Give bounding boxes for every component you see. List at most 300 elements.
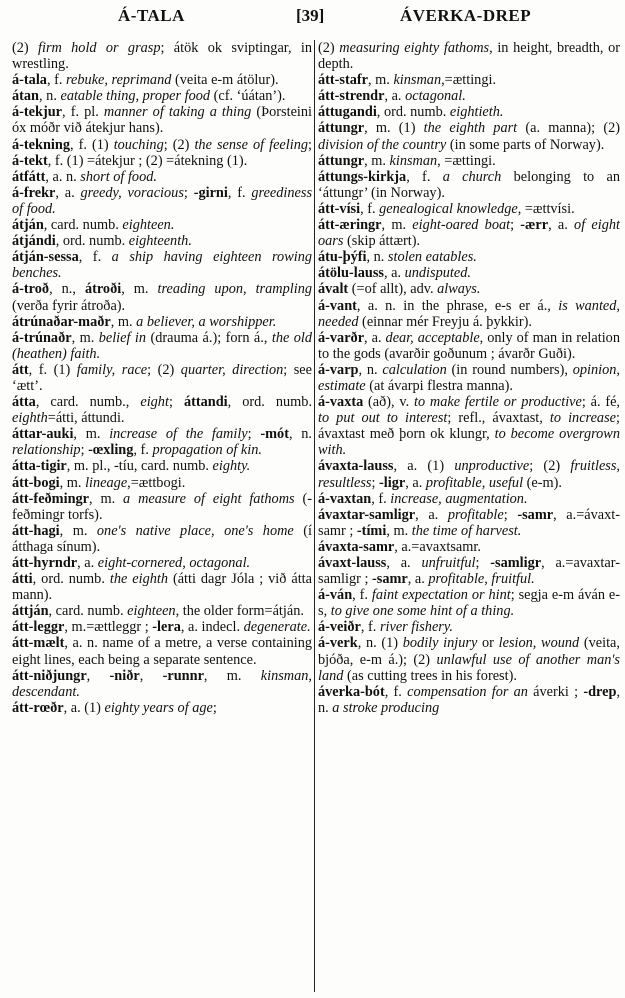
grammar-note: , m. [89, 490, 124, 507]
dictionary-entry [12, 523, 312, 555]
definition: eightieth. [449, 104, 504, 121]
grammar-note: , f. pl. [62, 104, 104, 121]
headword: átta [12, 394, 36, 411]
headword: -mót [260, 426, 289, 443]
column-divider [314, 40, 315, 992]
dictionary-entry [318, 539, 620, 555]
definition: quarter, direction [180, 361, 284, 378]
entry-text: or [477, 635, 499, 652]
entry-text: (veita e-m átölur). [171, 72, 279, 89]
grammar-note: , n. [288, 426, 312, 443]
definition: profitable, fruitful. [428, 571, 535, 588]
entry-text: ; [475, 555, 491, 571]
entry-text: (2) [12, 40, 38, 56]
grammar-note: , n., [49, 281, 85, 298]
definition: always. [437, 281, 481, 298]
definition: eight [140, 394, 169, 411]
dictionary-entry [12, 104, 312, 136]
definition: a ship having eighteen rowing benches. [12, 249, 312, 282]
headword: átt-æringr [318, 217, 382, 234]
entry-text: ; [212, 699, 217, 716]
definition: degenerate. [243, 619, 311, 636]
entry-text: áverki ; [527, 683, 584, 700]
definition: unlawful use of another man's land [318, 651, 620, 684]
entry-text: (e-m). [523, 474, 562, 491]
dictionary-entry [318, 587, 620, 619]
grammar-note: , a. [386, 555, 422, 571]
headword: átt-rœðr [12, 699, 64, 716]
definition: to give one some hint of a thing. [330, 603, 515, 620]
grammar-note: , a.=avaxtar-samligr ; [318, 555, 620, 588]
definition: one's native place, one's home [96, 522, 294, 539]
definition: propagation of kin. [152, 442, 262, 459]
definition: calculation [382, 361, 447, 378]
grammar-note: , card. numb., [35, 394, 141, 411]
definition: profitable, useful [425, 474, 524, 491]
headword: ávalt [318, 281, 349, 298]
dictionary-entry [318, 104, 620, 120]
grammar-note: , a. n. in the phrase, e-s er á., [356, 297, 559, 314]
definition: kinsman, descendant. [12, 667, 312, 700]
definition: touching [113, 136, 164, 153]
definition: eighty. [212, 458, 251, 475]
headword: áverka-bót [318, 683, 385, 700]
grammar-note: , m. (1) [364, 120, 424, 137]
definition: octagonal. [405, 88, 466, 105]
grammar-note: , m. pl., -tíu, card. numb. [66, 458, 213, 475]
headword: átt-stafr [318, 72, 369, 89]
definition: profitable [447, 506, 504, 523]
headword: -samligr [490, 555, 542, 571]
definition: unfruitful [421, 555, 476, 571]
headword: á-varðr [318, 329, 365, 346]
headword: á-vant [318, 297, 357, 314]
definition: lesion, wound [498, 635, 580, 652]
definition: river fishery. [379, 619, 453, 636]
dictionary-entry [12, 169, 312, 185]
dictionary-entry [12, 330, 312, 362]
headword: -ligr [379, 474, 406, 491]
headword: -samr [372, 571, 408, 588]
dictionary-entry [12, 88, 312, 104]
grammar-note: , f. [133, 442, 153, 459]
definition: eighth [12, 410, 48, 427]
headword: á-tekt [12, 152, 48, 169]
grammar-note: , m. [73, 426, 110, 443]
definition: the time of harvest. [411, 522, 522, 539]
dictionary-entry [318, 330, 620, 362]
entry-text: ; [247, 426, 261, 443]
entry-text: belonging to an ‘áttungr’ (in Norway). [318, 168, 620, 201]
entry-text: (at ávarpi flestra manna). [365, 377, 513, 394]
definition: is wanted, needed [318, 297, 620, 330]
entry-text: , =ættvísi. [517, 200, 575, 217]
headword: -lera [152, 619, 181, 636]
headword: áttar-auki [12, 426, 74, 443]
definition: a measure of eight fathoms [123, 490, 295, 507]
entry-text: ; átök ok sviptingar, in wrestling. [12, 40, 312, 73]
grammar-note: , f. [360, 200, 380, 217]
grammar-note: , [86, 667, 110, 684]
entry-text: (-feðmingr torfs). [12, 490, 312, 523]
dictionary-entry [318, 201, 620, 217]
definition: firm hold or grasp [38, 40, 161, 56]
entry-text: =átti, áttundi. [47, 410, 125, 427]
headword: á-tekjur [12, 104, 63, 121]
headword: átt-feðmingr [12, 490, 90, 507]
header-right-guideword: ÁVERKA-DREP [400, 6, 532, 25]
dictionary-entry [318, 507, 620, 539]
entry-text: , =ættingi. [437, 152, 496, 169]
definition: genealogical knowledge [379, 200, 518, 217]
headword: átti [12, 571, 33, 588]
headword: ávaxtar-samligr [318, 506, 416, 523]
headword: á-frekr [12, 184, 56, 201]
grammar-note: , m.=ættleggr ; [64, 619, 153, 636]
headword: átroði [84, 281, 122, 298]
dictionary-entry [12, 314, 312, 330]
headword: átta-tigir [12, 458, 67, 475]
headword: á-verk [318, 635, 358, 652]
headword: á-tala [12, 72, 47, 89]
grammar-note: , a. [77, 555, 98, 571]
dictionary-entry [318, 635, 620, 683]
headword: áttungr [318, 152, 365, 169]
entry-text: , in height, breadth, or depth. [318, 40, 620, 73]
dictionary-entry [12, 458, 312, 474]
headword: áttungr [318, 120, 365, 137]
entry-text: (einnar mér Freyju á. þykkir). [358, 313, 532, 330]
grammar-note: , m. [203, 667, 261, 684]
entry-text: (í átthaga sínum). [12, 522, 312, 555]
headword: átjándi [12, 233, 56, 250]
grammar-note: , f. (1) =átekjur ; (2) =átekning (1). [47, 152, 248, 169]
dictionary-entry [12, 137, 312, 169]
headword: -drep [583, 683, 617, 700]
definition: lineage [85, 474, 128, 491]
grammar-note: , a. [407, 571, 429, 588]
grammar-note: , a. [383, 265, 405, 282]
definition: increase of the family [109, 426, 248, 443]
headword: -ærr [520, 217, 549, 234]
dictionary-entry [318, 72, 620, 88]
headword: áttugandi [318, 104, 377, 121]
grammar-note: , a. (1) [63, 699, 105, 716]
grammar-note: , f. [360, 619, 380, 636]
definition: short of food. [80, 168, 157, 185]
definition: undisputed. [404, 265, 471, 282]
dictionary-entry [12, 491, 312, 523]
grammar-note: , a. [415, 506, 448, 523]
grammar-note: , a. [384, 88, 406, 105]
dictionary-entry [12, 668, 312, 700]
grammar-note: , m. [59, 474, 86, 491]
entry-text: (veita, bjóða, e-m á.); (2) [318, 635, 620, 668]
dictionary-entry [318, 88, 620, 104]
dictionary-entry [318, 298, 620, 330]
headword: átján [12, 217, 44, 234]
dictionary-entry [12, 700, 312, 716]
definition: to put out to interest [318, 410, 448, 427]
dictionary-entry [318, 249, 620, 265]
headword: átján-sessa [12, 249, 79, 266]
grammar-note: , m. [71, 329, 99, 346]
grammar-note: (að), v. [363, 394, 414, 411]
definition: the eighth part [423, 120, 518, 137]
headword: átt-niðjungr [12, 667, 87, 684]
entry-text: ; [503, 506, 518, 523]
dictionary-entry [318, 394, 620, 458]
grammar-note: , ord. numb. [227, 394, 312, 411]
headword: -niðr [109, 667, 140, 684]
headword: -œxling [88, 442, 134, 459]
headword: átt [12, 361, 29, 378]
definition: division of the country [318, 136, 447, 153]
grammar-note: , n. (1) [357, 635, 403, 652]
dictionary-entry [12, 249, 312, 281]
grammar-note: , f. [46, 72, 67, 89]
dictionary-entry [12, 185, 312, 217]
entry-text: ; á. fé, [581, 394, 620, 411]
definition: greediness of food. [12, 184, 312, 217]
headword: átt-hagi [12, 522, 60, 539]
entry-text: (in round numbers), [446, 361, 573, 378]
grammar-note: , f. [371, 490, 391, 507]
entry-text: (in some parts of Norway). [446, 136, 605, 153]
definition: manner of taking a thing [103, 104, 252, 121]
definition: increase, augmentation. [390, 490, 528, 507]
grammar-note: , a. n. [45, 168, 81, 185]
dictionary-entry [318, 217, 620, 249]
grammar-note: , a. indecl. [180, 619, 244, 636]
definition: eight-oared boat [412, 217, 511, 234]
headword: áttandi [183, 394, 228, 411]
grammar-note: , [139, 667, 163, 684]
entry-text: (drauma á.); forn á., [146, 329, 272, 346]
headword: á-trúnaðr [12, 329, 72, 346]
headword: ávaxta-lauss [318, 458, 394, 475]
definition: unproductive [454, 458, 530, 475]
grammar-note: , m. [59, 522, 97, 539]
entry-text: ; see ‘ætt’. [12, 361, 312, 394]
headword: átt-mælt [12, 635, 65, 652]
grammar-note: , m. [386, 522, 412, 539]
grammar-note: , a. [548, 217, 575, 234]
headword: átrúnaðar-maðr [12, 313, 111, 330]
grammar-note: , f. (1) [70, 136, 114, 153]
definition: eight-cornered, octagonal. [97, 555, 251, 571]
grammar-note: , a.=ávaxt-samr ; [318, 506, 620, 539]
definition: belief in [98, 329, 147, 346]
grammar-note: , m. [381, 217, 413, 234]
entry-text: ; [308, 136, 312, 153]
dictionary-entry [12, 603, 312, 619]
definition: compensation for an [407, 683, 528, 700]
grammar-note: , m. [110, 313, 137, 330]
grammar-note: , f. (1) [28, 361, 77, 378]
definition: relationship [12, 442, 81, 459]
headword: ávaxt-lauss [318, 555, 387, 571]
dictionary-entry [12, 571, 312, 603]
headword: á-ván [318, 587, 353, 604]
dictionary-entry [318, 265, 620, 281]
entry-text: ; (2) [529, 458, 571, 475]
grammar-note: , a. [55, 184, 81, 201]
page-header [0, 4, 625, 30]
definition: rebuke, reprimand [66, 72, 172, 89]
grammar-note: , a.=avaxtsamr. [394, 538, 481, 555]
entry-text: ; segja e-m áván e-s, [318, 587, 620, 620]
headword: á-veiðr [318, 619, 361, 636]
entry-text: (as cutting trees in his forest). [343, 667, 517, 684]
grammar-note: , m. [364, 152, 390, 169]
dictionary-entry [12, 555, 312, 571]
headword: átt-leggr [12, 619, 65, 636]
grammar-note: , a. [364, 329, 386, 346]
dictionary-entry [12, 233, 312, 249]
definition: stolen eatables. [387, 249, 477, 266]
definition: the eighth [109, 571, 168, 588]
headword: átt-bogi [12, 474, 60, 491]
dictionary-entry [12, 394, 312, 426]
entry-text: (Þorsteini óx móðr við átekjur hans). [12, 104, 312, 137]
dictionary-entry [318, 555, 620, 587]
dictionary-entry [12, 217, 312, 233]
dictionary-entry [318, 491, 620, 507]
definition: eighteen. [122, 217, 175, 234]
grammar-note: , n. [39, 88, 61, 105]
dictionary-entry [318, 362, 620, 394]
grammar-note: , a. n. [64, 635, 103, 652]
grammar-note: , ord. numb. [376, 104, 450, 121]
headword: átfátt [12, 168, 46, 185]
grammar-note: , ord. numb. [55, 233, 129, 250]
entry-text: ; [371, 474, 380, 491]
header-left-guideword: Á-TALA [118, 6, 185, 25]
dictionary-entry [318, 281, 620, 297]
grammar-note: , n. [358, 361, 383, 378]
grammar-note: , f. [384, 683, 408, 700]
definition: treading upon, trampling [157, 281, 312, 298]
definition: eighty years of age [104, 699, 213, 716]
dictionary-entry [318, 120, 620, 152]
headword: á-troð [12, 281, 50, 298]
grammar-note: , a. [405, 474, 426, 491]
headword: ávaxta-samr [318, 538, 395, 555]
dictionary-entry [318, 153, 620, 169]
definition: family, race [76, 361, 148, 378]
headword: átt-strendr [318, 88, 385, 105]
entry-text: ; [168, 394, 184, 411]
dictionary-entry [318, 40, 620, 72]
definition: fruitless, resultless [318, 458, 620, 491]
entry-text: ,=ættbogi. [127, 474, 186, 491]
entry-text: , the older form=átján. [175, 603, 304, 620]
grammar-note: , card. numb. [48, 603, 128, 620]
dictionary-entry [12, 635, 312, 667]
left-column [12, 40, 312, 992]
grammar-note: (=of allt), adv. [348, 281, 438, 298]
definition: of eight oars [318, 217, 620, 250]
definition: dear, acceptable [385, 329, 480, 346]
dictionary-entry [12, 72, 312, 88]
definition: to become overgrown with. [318, 426, 620, 459]
definition: a church [442, 168, 502, 185]
grammar-note: , a. (1) [393, 458, 455, 475]
entry-text: (skip áttært). [343, 233, 421, 250]
entry-text: ; (2) [147, 361, 181, 378]
entry-text: (cf. ‘úátan’). [210, 88, 286, 105]
dictionary-entry [12, 281, 312, 313]
definition: eighteen [127, 603, 176, 620]
dictionary-entry [12, 40, 312, 72]
dictionary-entry [318, 169, 620, 201]
entry-text: (2) [318, 40, 340, 56]
grammar-note: , n. [366, 249, 388, 266]
dictionary-entry [12, 619, 312, 635]
definition: faint expectation or hint [371, 587, 511, 604]
page-number: [39] [296, 6, 325, 25]
entry-text: (verða fyrir átroða). [12, 297, 126, 314]
headword: á-varp [318, 361, 359, 378]
grammar-note: , f. [406, 168, 443, 185]
headword: átan [12, 88, 40, 105]
entry-text: (átti dagr Jóla ; við átta mann). [12, 571, 312, 604]
entry-text: ,=ættingi. [441, 72, 497, 89]
definition: to increase [549, 410, 616, 427]
grammar-note: , m. [121, 281, 158, 298]
headword: -runnr [162, 667, 204, 684]
definition: eatable thing, proper food [60, 88, 211, 105]
definition: greedy, voracious [80, 184, 184, 201]
headword: átt-vísi [318, 200, 361, 217]
definition: the sense of feeling [194, 136, 309, 153]
entry-text: ; refl., ávaxtast, [447, 410, 550, 427]
definition: the old (heathen) faith. [12, 329, 312, 362]
headword: áttján [12, 603, 49, 620]
dictionary-entry [12, 426, 312, 458]
definition: bodily injury [402, 635, 478, 652]
definition: kinsman [389, 152, 438, 169]
definition: eighteenth. [128, 233, 192, 250]
definition: a believer, a worshipper. [136, 313, 277, 330]
grammar-note: , f. [78, 249, 112, 266]
definition: to make fertile or productive [414, 394, 582, 411]
headword: á-tekning [12, 136, 70, 153]
headword: átt-hyrndr [12, 555, 78, 571]
entry-text: ; [80, 442, 89, 459]
entry-text: ; [510, 217, 521, 234]
grammar-note: , f. [352, 587, 372, 604]
headword: -girni [193, 184, 228, 201]
headword: -tími [356, 522, 387, 539]
definition: measuring eighty fathoms [339, 40, 490, 56]
grammar-note: , f. [227, 184, 252, 201]
entry-text: ; ávaxtast með þorn ok klungr, [318, 410, 620, 443]
entry-text: ; (2) [163, 136, 195, 153]
entry-text: name of a metre, a verse containing eight lines, each being a separate sentence. [12, 635, 312, 668]
definition: kinsman [393, 72, 442, 89]
headword: átu-þýfi [318, 249, 367, 266]
grammar-note: , card. numb. [43, 217, 123, 234]
headword: áttungs-kirkja [318, 168, 407, 185]
definition: opinion, estimate [318, 361, 620, 394]
right-column [318, 40, 620, 992]
headword: á-vaxtan [318, 490, 372, 507]
dictionary-entry [318, 458, 620, 490]
dictionary-entry [12, 362, 312, 394]
entry-text: ; [183, 184, 194, 201]
